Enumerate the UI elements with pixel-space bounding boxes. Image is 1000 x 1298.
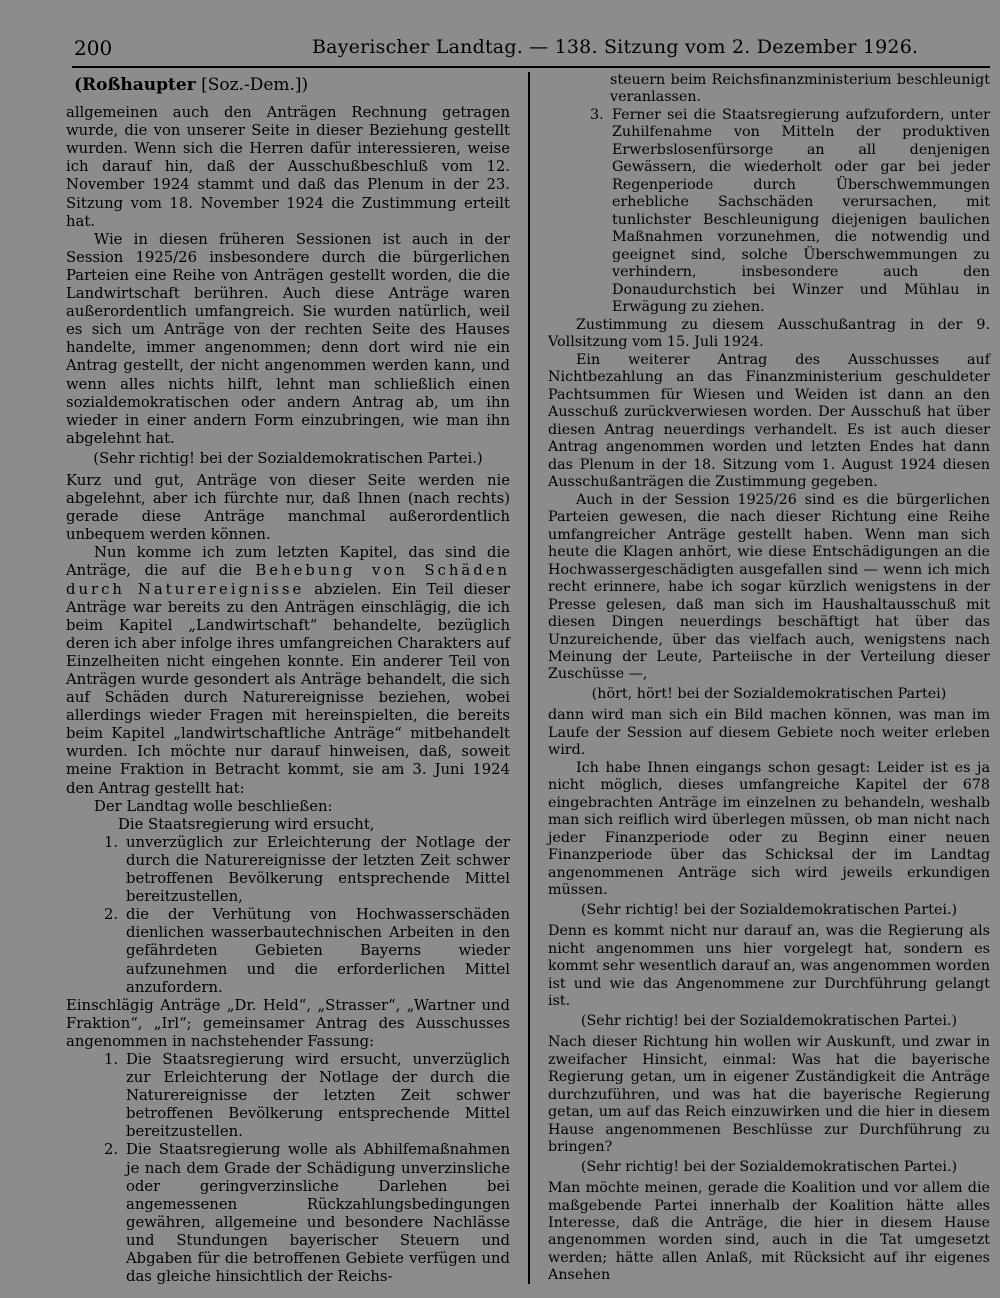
interjection: (Sehr richtig! bei der Sozialdemokratischen Partei.) [580, 901, 958, 918]
item-text: Die Staatsregierung wird ersucht, unverzüglich zur Erleichterung der Notlage der durch die Naturereignisse der letzten Zeit schwer betroffenen Bevölkerung entsprechende Mittel bereitzustellen. [126, 1050, 510, 1141]
paragraph: Ein weiterer Antrag des Ausschusses auf Nichtbezahlung an das Finanzministerium geschuldeter Pachtsummen für Wiesen und Weiden ist dann an den Ausschuß zurückverwiesen worden. Der Ausschuß hat über diesen Antrag neuerdings verhandelt. Es ist auch dieser Antrag angenommen worden und letzten Endes hat dann das Plenum in der 18. Sitzung vom 1. August 1924 diesen Ausschußanträgen die Zustimmung gegeben. [548, 351, 990, 491]
text-run: Nun komme ich zum letzten Kapitel, das sind die Anträge, die auf die [66, 544, 510, 580]
item-number: 2. [104, 1141, 119, 1159]
quoted-motion-line: Die Staatsregierung wird ersucht, [118, 815, 375, 833]
item-text: die der Verhütung von Hochwasserschäden dienlichen wasserbautechnischen Arbeiten in den gefährdeten Gebieten Bayerns wieder aufzunehmen und die erforderlichen Mittel anzufordern. [126, 906, 510, 996]
right-column [548, 72, 990, 1290]
page-header [72, 34, 990, 68]
item-text: Die Staatsregierung wolle als Abhilfemaßnahmen je nach dem Grade der Schädigung unverzinsliche oder geringverzinsliche Darlehen bei angemessenen Rückzahlungsbedingungen gewähren, allgemeine und besondere Nachlässe und Stundungen bayerischer Steuern und Abgaben für die betroffenen Gebiete verfügen und das gleiche hinsichtlich der Reichs- [126, 1141, 510, 1286]
running-title: Bayerischer Landtag. — 138. Sitzung vom 2. Dezember 1926. [312, 36, 919, 58]
list-continuation: steuern beim Reichsfinanzministerium beschleunigt veranlassen. [610, 72, 990, 106]
quoted-motion-line: Der Landtag wolle beschließen: [94, 797, 333, 815]
paragraph: dann wird man sich ein Bild machen können, was man im Laufe der Session auf diesem Gebiete noch weiter erleben wird. [548, 707, 990, 759]
item-number: 3. [590, 106, 604, 123]
item-text: unverzüglich zur Erleichterung der Notlage der durch die Naturereignisse der letzten Zeit schwer betroffenen Bevölkerung entsprechende Mittel bereitzustellen, [126, 833, 510, 906]
paragraph: Wie in diesen früheren Sessionen ist auch in der Session 1925/26 insbesondere durch die bürgerlichen Parteien eine Reihe von Anträgen gestellt worden, die die Landwirtschaft berühren. Auch diese Anträge waren außerordentlich umfangreich. Sie wurden natürlich, weil es sich um Anträge von der rechten Seite des Hauses handelte, immer angenommen; denn dort wird nie ein Antrag gestellt, der nicht angenommen werden kann, und wenn alles nichts hilft, lehnt man schließlich einen sozialdemokratischen oder andern Antrag ab, um ihn wieder in einer andern Form einzubringen, wie man ihn abgelehnt hat. [66, 230, 510, 447]
paragraph: Man möchte meinen, gerade die Koalition und vor allem die maßgebende Partei innerhalb der Koalition hätte alles Interesse, daß die Anträge, die hier in diesem Hause angenommen worden sind, auch in die Tat umgesetzt werden; hätte allen Anlaß, mit Rücksicht auf ihr eigenes Ansehen [548, 1180, 990, 1284]
interjection: (Sehr richtig! bei der Sozialdemokratischen Partei.) [580, 1158, 958, 1175]
paragraph: allgemeinen auch den Anträgen Rechnung getragen wurde, die von unserer Seite in dieser Beziehung gestellt wurden. Wenn sich die Herren dafür interessieren, weise ich darauf hin, daß der Ausschußbeschluß vom 12. November 1924 stammt und daß das Plenum in der 23. Sitzung vom 18. November 1924 die Zustimmung erteilt hat. [66, 104, 510, 230]
speaker-heading [74, 76, 510, 94]
speaker-name: (Roßhaupter [74, 75, 196, 95]
resolution-list [66, 1051, 510, 1286]
interjection: (hört, hört! bei der Sozialdemokratischen Partei) [591, 685, 947, 702]
paragraph: Kurz und gut, Anträge von dieser Seite werden nie abgelehnt, aber ich fürchte nur, daß Ihnen (nach rechts) gerade diese Anträge manchmal außerordentlich unbequem werden können. [66, 471, 510, 544]
paragraph: Einschlägig Anträge „Dr. Held“, „Strasser“, „Wartner und Fraktion“, „Irl“; gemeinsamer Antrag des Ausschusses angenommen in nachstehender Fassung: [66, 996, 510, 1050]
item-text: Ferner sei die Staatsregierung aufzufordern, unter Zuhilfenahme von Mitteln der produktiven Erwerbslosenfürsorge an all denjenigen Gewässern, die wiederholt oder gar bei jeder Regenperiode durch Überschwemmungen erhebliche Sachschäden verursachen, mit tunlichster Beschleunigung diejenigen baulichen Maßnahmen vorzunehmen, die notwendig und geeignet sind, solche Überschwemmungen zu verhindern, insbesondere auch den Donaudurchstich bei Winzer und Mühlau in Erwägung zu ziehen. [612, 106, 990, 316]
item-number: 2. [104, 906, 119, 924]
interjection: (Sehr richtig! bei der Sozialdemokratischen Partei.) [93, 449, 483, 467]
page-number: 200 [74, 36, 113, 60]
motion-list [66, 834, 510, 997]
list-item [104, 1141, 510, 1286]
spaced-emphasis: Behebung von Schäden durch Naturereignisse [66, 562, 510, 598]
paragraph: Denn es kommt nicht nur darauf an, was die Regierung als nicht angenommen uns hier vorgelegt hat, sondern es kommt sehr wesentlich darauf an, was angenommen worden ist und wie das Angenommene zur Durchführung gelangt ist. [548, 923, 990, 1010]
paragraph: Ich habe Ihnen eingangs schon gesagt: Leider ist es ja nicht möglich, dieses umfangreiche Kapitel der 678 eingebrachten Anträge im einzelnen zu behandeln, weshalb man sich reiflich wird überlegen müssen, ob man nicht nach jeder Finanzperiode oder zu Beginn einer neuen Finanzperiode über das Schicksal der im Landtag angenommenen Anträge sich wird jeweils erkundigen müssen. [548, 759, 990, 899]
list-item [590, 107, 990, 317]
item-number: 1. [104, 1050, 119, 1068]
speaker-party: [Soz.-Dem.]) [195, 75, 309, 95]
resolution-list-continued [548, 107, 990, 317]
left-column [66, 72, 510, 1290]
list-item [104, 834, 510, 906]
paragraph: Nach dieser Richtung hin wollen wir Auskunft, und zwar in zweifacher Hinsicht, einmal: Was hat die bayerische Regierung getan, um in eigener Zuständigkeit die Anträge durchzuführen, und was hat die bayerische Regierung getan, um auf das Reich einzuwirken und die hier in diesem Hause angenommenen Beschlüsse zur Durchführung zu bringen? [548, 1034, 990, 1156]
paragraph: Zustimmung zu diesem Ausschußantrag in der 9. Vollsitzung vom 15. Juli 1924. [548, 316, 990, 351]
column-divider [528, 72, 530, 1284]
list-item [104, 1051, 510, 1141]
paragraph [66, 544, 510, 797]
interjection: (Sehr richtig! bei der Sozialdemokratischen Partei.) [580, 1012, 958, 1029]
paragraph: Auch in der Session 1925/26 sind es die bürgerlichen Parteien gewesen, die nach dieser Richtung eine Reihe umfangreicher Anträge gestellt haben. Wenn man sich heute die Klagen anhört, wie diese Entschädigungen an die Hochwassergeschädigten ausgefallen sind — wenn ich mich recht erinnere, habe ich sogar kürzlich wenigstens in der Presse gelesen, daß man sich im Haushaltausschuß mit diesen Dingen neuerdings beschäftigt hat über das Unzureichende, über das vielfach auch, wenigstens nach Meinung der Leute, Parteiische in der Verteilung dieser Zuschüsse —, [548, 491, 990, 683]
item-number: 1. [104, 833, 119, 851]
list-item [104, 906, 510, 996]
text-run: abzielen. Ein Teil dieser Anträge war bereits zu den Anträgen einschlägig, die ich beim Kapitel „Landwirtschaft“ behandelte, bezüglich deren ich aber infolge ihres umfangreichen Charakters auf Einzelheiten nicht eingehen konnte. Ein anderer Teil von Anträgen wurde gesondert als Anträge behandelt, die sich auf Schäden durch Naturereignisse beziehen, wobei allerdings wieder Fragen mit hereinspielten, die bereits beim Kapitel „landwirtschaftliche Anträge“ mitbehandelt wurden. Ich möchte nur darauf hinweisen, daß, soweit meine Fraktion in Betracht kommt, sie am 3. Juni 1924 den Antrag gestellt hat: [66, 580, 510, 797]
